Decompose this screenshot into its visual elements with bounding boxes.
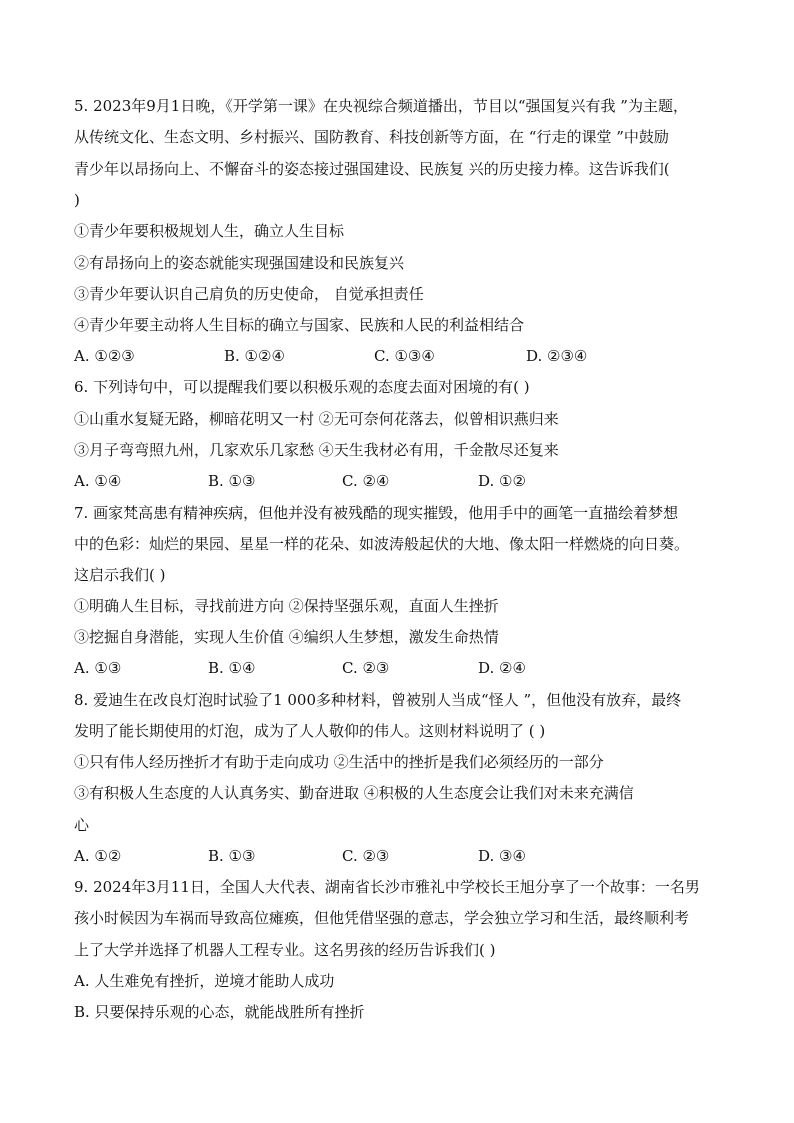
q7-option-c: C. ②③ [342, 659, 390, 677]
q6-option-d: D. ①② [478, 472, 526, 490]
q8-statement-2: ③有积极人生态度的人认真务实、勤奋进取 ④积极的人生态度会让我们对未来充满信 [74, 784, 634, 802]
q8-option-d: D. ③④ [478, 847, 526, 865]
q5-statement-2: ②有昂扬向上的姿态就能实现强国建设和民族复兴 [74, 254, 405, 272]
q6-option-a: A. ①④ [74, 472, 122, 490]
q7-statement-1: ①明确人生目标，寻找前进方向 ②保持坚强乐观，直面人生挫折 [74, 597, 499, 615]
q8-stem-line-2: 发明了能长期使用的灯泡，成为了人人敬仰的伟人。这则材料说明了 ( ) [74, 722, 546, 740]
q5-statement-1: ①青少年要积极规划人生，确立人生目标 [74, 222, 345, 240]
q5-stem-line-1: 5. 2023年9月1日晚，《开学第一课》在央视综合频道播出，节目以“强国复兴有我 ”为主题， [74, 97, 688, 115]
q7-option-d: D. ②④ [478, 659, 526, 677]
q6-statement-2: ③月子弯弯照九州，几家欢乐几家愁 ④天生我材必有用，千金散尽还复来 [74, 441, 559, 459]
q8-option-c: C. ②③ [342, 847, 390, 865]
q5-option-d: D. ②③④ [526, 347, 588, 365]
q5-statement-4: ④青少年要主动将人生目标的确立与国家、民族和人民的利益相结合 [74, 316, 525, 334]
q7-stem-line-2: 中的色彩：灿烂的果园、星星一样的花朵、如波涛般起伏的大地、像太阳一样燃烧的向日葵。 [74, 535, 690, 553]
q5-stem-line-4: ) [74, 191, 80, 209]
q5-option-c: C. ①③④ [374, 347, 435, 365]
q6-statement-1: ①山重水复疑无路，柳暗花明又一村 ②无可奈何花落去，似曾相识燕归来 [74, 410, 559, 428]
q9-stem-line-3: 上了大学并选择了机器人工程专业。这名男孩的经历告诉我们( ) [74, 941, 496, 959]
q8-options [74, 846, 754, 866]
q7-statement-2: ③挖掘自身潜能，实现人生价值 ④编织人生梦想，激发生命热情 [74, 628, 499, 646]
q6-stem-line-1: 6. 下列诗句中，可以提醒我们要以积极乐观的态度去面对困境的有( ) [74, 378, 530, 396]
q6-option-b: B. ①③ [208, 472, 256, 490]
q8-option-a: A. ①② [74, 847, 122, 865]
q5-options [74, 346, 754, 366]
q9-option-a: A. 人生难免有挫折，逆境才能助人成功 [74, 972, 335, 990]
q6-option-c: C. ②④ [342, 472, 390, 490]
q8-stem-line-1: 8. 爱迪生在改良灯泡时试验了1 000多种材料，曾被别人当成“怪人 ”，但他没有放弃，最终 [74, 691, 682, 709]
q7-stem-line-1: 7. 画家梵高患有精神疾病，但他并没有被残酷的现实摧毁，他用手中的画笔一直描绘着梦想 [74, 504, 679, 522]
q5-stem-line-2: 从传统文化、生态文明、乡村振兴、国防教育、科技创新等方面，在 “行走的课堂 ”中鼓励 [74, 128, 669, 146]
q5-statement-3: ③青少年要认识自己肩负的历史使命， 自觉承担责任 [74, 285, 424, 303]
q9-option-b: B. 只要保持乐观的心态，就能战胜所有挫折 [74, 1003, 365, 1021]
q8-option-b: B. ①③ [208, 847, 256, 865]
q6-options [74, 471, 754, 491]
q5-option-a: A. ①②③ [74, 347, 135, 365]
q8-statement-1: ①只有伟人经历挫折才有助于走向成功 ②生活中的挫折是我们必须经历的一部分 [74, 753, 604, 771]
q7-options [74, 658, 754, 678]
q7-option-b: B. ①④ [208, 659, 256, 677]
q7-stem-line-3: 这启示我们( ) [74, 566, 166, 584]
q8-statement-3: 心 [74, 816, 90, 834]
q5-option-b: B. ①②④ [224, 347, 285, 365]
q7-option-a: A. ①③ [74, 659, 122, 677]
q9-stem-line-2: 孩小时候因为车祸而导致高位瘫痪，但他凭借坚强的意志，学会独立学习和生活，最终顺利考 [74, 909, 690, 927]
q9-stem-line-1: 9. 2024年3月11日，全国人大代表、湖南省长沙市雅礼中学校长王旭分享了一个故事：一名男 [74, 878, 700, 896]
q5-stem-line-3: 青少年以昂扬向上、不懈奋斗的姿态接过强国建设、民族复 兴的历史接力棒。这告诉我们( [74, 160, 670, 178]
